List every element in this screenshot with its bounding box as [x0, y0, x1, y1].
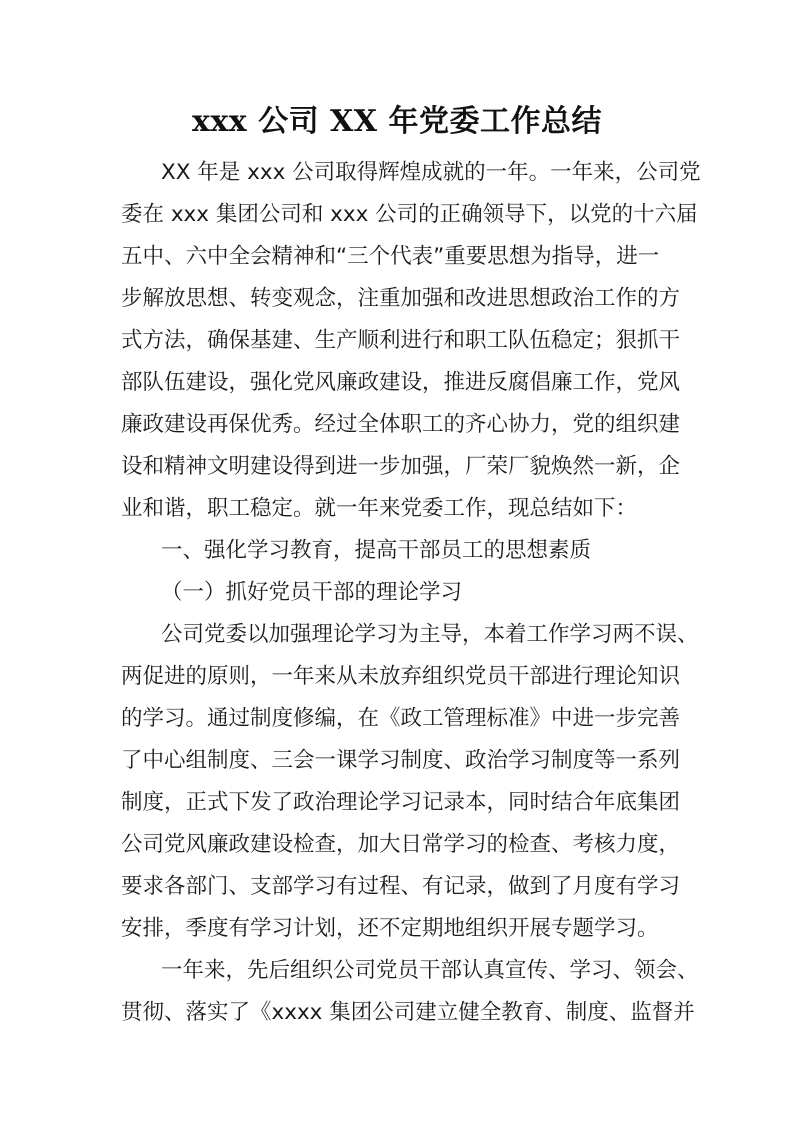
paragraph-line: XX 年是 xxx 公司取得辉煌成就的一年。一年来，公司党 [161, 160, 701, 185]
paragraph-line: 制度，正式下发了政治理论学习记录本，同时结合年底集团 [121, 790, 681, 815]
paragraph-line: 两促进的原则，一年来从未放弃组织党员干部进行理论知识 [121, 664, 681, 689]
paragraph-line: 设和精神文明建设得到进一步加强，厂荣厂貌焕然一新，企 [121, 454, 681, 479]
paragraph-line: 的学习。通过制度修编，在《政工管理标准》中进一步完善 [121, 706, 681, 731]
section-heading: 一、强化学习教育，提高干部员工的思想素质 [161, 538, 592, 563]
paragraph-line: 要求各部门、支部学习有过程、有记录，做到了月度有学习 [121, 874, 681, 899]
paragraph-line: 业和谐，职工稳定。就一年来党委工作，现总结如下： [121, 496, 638, 521]
subsection-heading: （一）抓好党员干部的理论学习 [161, 580, 463, 605]
paragraph-line: 式方法，确保基建、生产顺利进行和职工队伍稳定；狠抓干 [121, 328, 681, 353]
paragraph-line: 公司党委以加强理论学习为主导，本着工作学习两不误、 [161, 622, 699, 647]
paragraph-line: 步解放思想、转变观念，注重加强和改进思想政治工作的方 [121, 286, 681, 311]
paragraph-line: 委在 xxx 集团公司和 xxx 公司的正确领导下，以党的十六届 [121, 202, 698, 227]
paragraph-line: 五中、六中全会精神和“三个代表”重要思想为指导，进一 [121, 244, 660, 269]
paragraph-line: 了中心组制度、三会一课学习制度、政治学习制度等一系列 [121, 748, 681, 773]
document-title: xxx 公司 XX 年党委工作总结 [191, 104, 603, 139]
paragraph-line: 安排，季度有学习计划，还不定期地组织开展专题学习。 [121, 916, 659, 941]
paragraph-line: 公司党风廉政建设检查，加大日常学习的检查、考核力度， [121, 832, 681, 857]
paragraph-line: 廉政建设再保优秀。经过全体职工的齐心协力，党的组织建 [121, 412, 681, 437]
paragraph-line: 一年来，先后组织公司党员干部认真宣传、学习、领会、 [161, 958, 699, 983]
paragraph-line: 贯彻、落实了《xxxx 集团公司建立健全教育、制度、监督并 [121, 1000, 695, 1025]
paragraph-line: 部队伍建设，强化党风廉政建设，推进反腐倡廉工作，党风 [121, 370, 681, 395]
